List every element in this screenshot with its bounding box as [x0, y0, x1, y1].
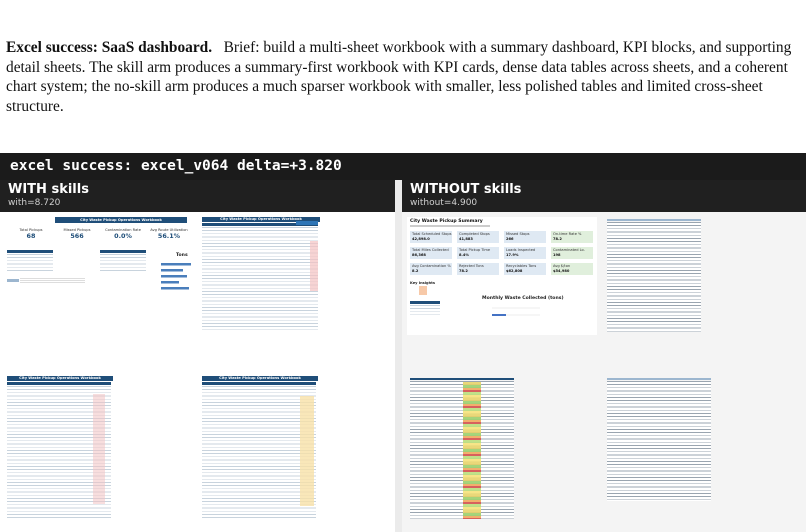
without-kpi-value: $54,980	[553, 269, 570, 273]
with-note-text	[20, 278, 85, 283]
without-kpi-card	[410, 231, 452, 243]
without-kpi-value: 8.4%	[459, 253, 469, 257]
without-kpi-card	[410, 263, 452, 275]
with-skills-panel	[0, 180, 395, 532]
without-kpi-value: 78.2	[459, 269, 468, 273]
with-detail-1-rows	[202, 227, 318, 331]
without-detail-1-rows	[607, 222, 701, 332]
with-detail-3-title: City Waste Pickup Operations Workbook	[202, 376, 318, 381]
without-kpi-card	[457, 231, 499, 243]
without-detail-sheet-3	[605, 376, 801, 522]
without-panel-header	[402, 180, 806, 212]
with-detail-3-flags	[300, 396, 314, 506]
without-kpi-card	[410, 247, 452, 259]
without-mini-table-header	[410, 301, 440, 304]
without-kpi-card	[551, 247, 593, 259]
without-mini-table	[410, 305, 440, 315]
without-panel-score: without=4.900	[410, 198, 478, 208]
without-kpi-card	[457, 247, 499, 259]
without-key-insights: Key Insights	[410, 281, 436, 285]
without-kpi-label: On-time Rate %	[553, 232, 582, 236]
with-dashboard-title: City Waste Pickup Operations Workbook	[55, 217, 187, 223]
without-kpi-card	[551, 263, 593, 275]
without-kpi-card	[504, 231, 546, 243]
without-skills-panel	[402, 180, 806, 532]
without-detail-2-rows	[410, 381, 514, 519]
with-detail-2-title: City Waste Pickup Operations Workbook	[7, 376, 113, 381]
with-kpi-4: Avg Route Utilization 56.1%	[150, 228, 188, 240]
with-status-table	[7, 254, 53, 273]
without-detail-3-header	[607, 378, 711, 380]
with-detail-3-header	[202, 382, 316, 385]
without-insight-cells	[419, 286, 427, 295]
figure-caption	[6, 38, 802, 116]
without-detail-2-header	[410, 378, 514, 380]
without-kpi-label: Contaminated Lo.	[553, 248, 585, 252]
without-kpi-value: 8.2	[412, 269, 419, 273]
without-kpi-label: Avg $/ton	[553, 264, 571, 268]
with-route-table	[100, 254, 146, 273]
without-kpi-value: 198	[553, 253, 561, 257]
without-kpi-label: Avg Contamination %	[412, 264, 451, 268]
with-panel-score: with=8.720	[8, 198, 61, 208]
without-chart-title: Monthly Waste Collected (tons)	[482, 296, 564, 301]
with-bar-chart	[155, 261, 191, 291]
caption-body: Brief: build a multi-sheet workbook with a summary dashboard, KPI blocks, and supporting detail sheets. The skill arm produces a summary-first workbook with KPI cards, dense data tables across sheets, and a coherent chart system; the no-skill arm produces a much sparser workbook with smaller, less polished tables and limited cross-sheet structure.	[6, 39, 792, 115]
with-detail-sheet-2	[5, 376, 191, 522]
with-chart-bar	[161, 263, 191, 266]
panel-divider	[395, 180, 402, 532]
without-detail-3-rows	[607, 381, 711, 501]
without-detail-1-header	[607, 219, 701, 221]
caption-title: Excel success: SaaS dashboard.	[6, 39, 213, 56]
with-note-bar	[7, 279, 19, 282]
without-kpi-value: 266	[506, 237, 514, 241]
figure-title: excel success: excel_v064 delta=+3.820	[0, 153, 806, 180]
without-detail-sheet-1	[605, 217, 801, 335]
without-kpi-value: 17.9%	[506, 253, 519, 257]
without-bar-chart	[482, 303, 542, 321]
with-kpi-1: Total Pickups 68	[19, 228, 43, 240]
with-chart-bar	[161, 281, 179, 284]
without-kpi-card	[504, 247, 546, 259]
with-kpi-2: Missed Pickups 566	[63, 228, 91, 240]
with-panel-heading: WITH skills	[8, 182, 89, 197]
without-kpi-value: 41,883	[459, 237, 473, 241]
without-panel-heading: WITHOUT skills	[410, 182, 522, 197]
without-detail-sheet-2	[407, 376, 597, 522]
without-kpi-label: Recyclables Tons	[506, 264, 537, 268]
with-route-table-header	[100, 250, 146, 253]
with-detail-3-rows	[202, 386, 316, 518]
without-kpi-value: 78.2	[553, 237, 562, 241]
with-kpi-3: Contamination Rate 0.0%	[105, 228, 141, 240]
without-kpi-label: Completed Stops	[459, 232, 490, 236]
with-detail-1-title: City Waste Pickup Operations Workbook	[202, 217, 320, 222]
with-detail-2-flags	[93, 394, 105, 504]
with-detail-2-header	[7, 382, 111, 385]
without-summary-subtitle	[410, 225, 490, 227]
with-chart-bar	[161, 275, 187, 278]
without-kpi-card	[457, 263, 499, 275]
with-detail-sheet-3	[200, 376, 390, 522]
without-kpi-card	[551, 231, 593, 243]
without-summary-sheet	[407, 217, 597, 335]
without-kpi-card	[504, 263, 546, 275]
with-chart-bar	[161, 269, 183, 272]
without-kpi-label: Total Miles Collected	[412, 248, 449, 252]
with-panel-header	[0, 180, 395, 212]
with-status-table-header	[7, 250, 53, 253]
without-kpi-value: $62,808	[506, 269, 523, 273]
without-kpi-label: Total Pickup Time	[459, 248, 491, 252]
with-chart-bar	[161, 287, 189, 290]
without-summary-title: City Waste Pickup Summary	[410, 219, 483, 224]
comparison-figure	[0, 153, 806, 532]
with-detail-1-side-header	[296, 221, 318, 225]
without-kpi-label: Missed Stops	[506, 232, 530, 236]
without-kpi-label: Loads Inspected	[506, 248, 536, 252]
with-detail-sheet-1	[200, 217, 390, 335]
with-detail-1-flags	[310, 241, 318, 291]
without-kpi-value: 86,368	[412, 253, 426, 257]
without-kpi-label: Rejected Tons	[459, 264, 484, 268]
with-dashboard-sheet	[5, 217, 191, 335]
without-kpi-value: 42,898.0	[412, 237, 430, 241]
with-chart-title: Tons	[176, 253, 188, 258]
without-kpi-label: Total Scheduled Stops	[412, 232, 452, 236]
without-detail-2-heatmap	[463, 382, 481, 519]
